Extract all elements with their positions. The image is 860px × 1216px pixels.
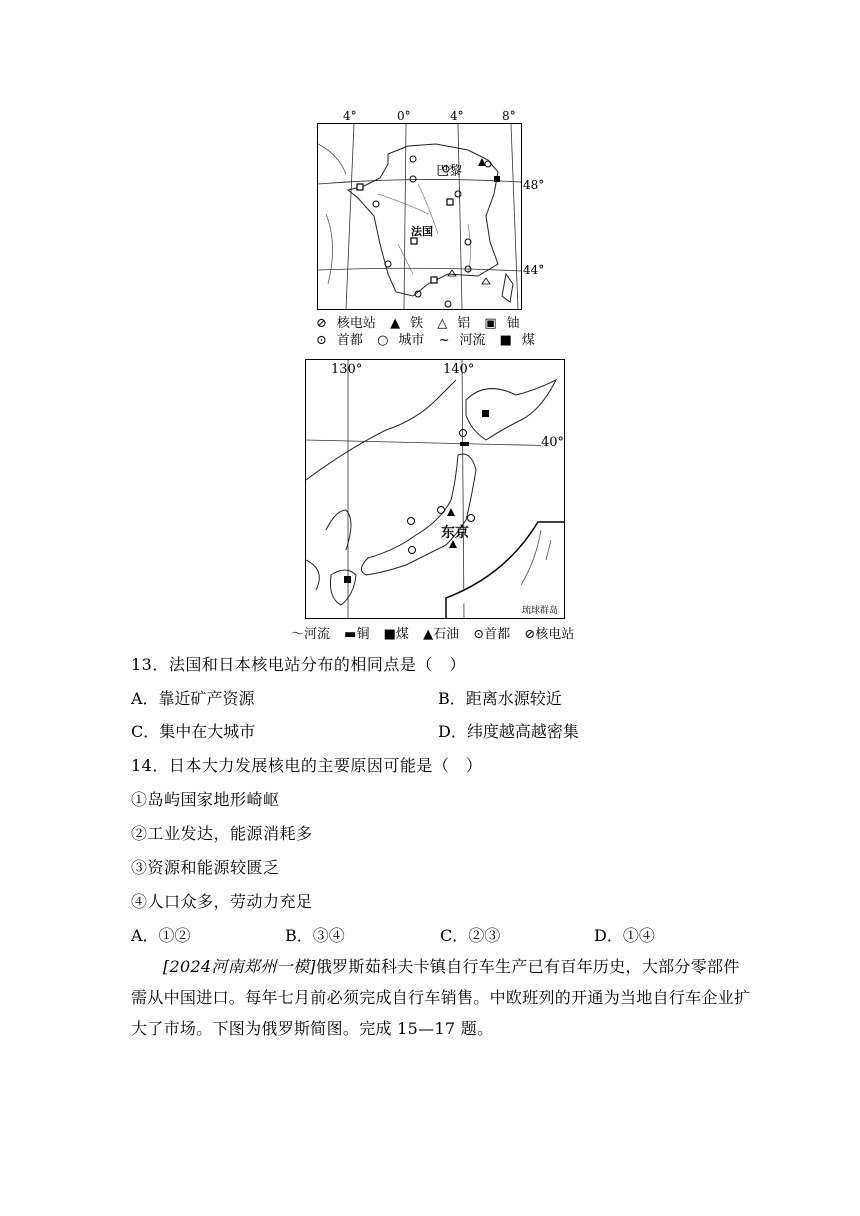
japan-map bbox=[305, 359, 565, 619]
france-map bbox=[317, 123, 522, 310]
q14-statement-1: ①岛屿国家地形崎岖 bbox=[131, 790, 280, 809]
lon-label-140: 140° bbox=[443, 362, 475, 377]
legend-city: 城市 bbox=[398, 333, 425, 348]
oil-icon: ▲ bbox=[423, 627, 434, 642]
coal-icon: ■ bbox=[499, 333, 512, 348]
q14-statement-2: ②工业发达，能源消耗多 bbox=[131, 824, 313, 843]
aluminium-icon: △ bbox=[437, 316, 448, 331]
ryukyu-label: 琉球群岛 bbox=[522, 606, 559, 616]
lat-label-44: 44° bbox=[523, 263, 545, 277]
q13-option-b[interactable]: B．距离水源较近 bbox=[438, 689, 562, 708]
lon-label-4e: 4° bbox=[450, 109, 464, 123]
river-icon: ～ bbox=[291, 627, 305, 642]
capital-icon: ⊙ bbox=[316, 333, 327, 348]
q14-option-c[interactable]: C．②③ bbox=[440, 926, 501, 945]
lon-label-130: 130° bbox=[331, 362, 363, 377]
lon-label-8e: 8° bbox=[502, 109, 516, 123]
q14-option-b[interactable]: B．③④ bbox=[285, 926, 345, 945]
passage-15-17 bbox=[131, 951, 751, 1044]
lon-label-4w: 4° bbox=[343, 109, 357, 123]
legend-river: 河流 bbox=[459, 333, 486, 348]
lon-label-0: 0° bbox=[397, 109, 411, 123]
france-legend-row2 bbox=[316, 329, 545, 348]
legend-nuclear: 核电站 bbox=[336, 316, 376, 331]
legend-copper: 铜 bbox=[356, 627, 370, 642]
nuclear-station-icon: ⊘ bbox=[316, 316, 327, 331]
question-14-stem: 14．日本大力发展核电的主要原因可能是（ ） bbox=[131, 756, 483, 775]
q13-option-c[interactable]: C．集中在大城市 bbox=[131, 722, 256, 741]
q14-statement-4: ④人口众多，劳动力充足 bbox=[131, 892, 313, 911]
nuclear-station-icon: ⊘ bbox=[524, 627, 536, 642]
q14-statement-3: ③资源和能源较匮乏 bbox=[131, 858, 280, 877]
lat-label-40: 40° bbox=[541, 435, 565, 450]
tokyo-label: 东京 bbox=[441, 525, 469, 541]
legend-iron: 铁 bbox=[410, 316, 424, 331]
japan-map-graphic bbox=[306, 360, 564, 618]
capital-icon: ⊙ bbox=[473, 627, 485, 642]
copper-icon: ▬ bbox=[344, 627, 357, 642]
passage-text: 俄罗斯茹科夫卡镇自行车生产已有百年历史，大部分零部件需从中国进口。每年七月前必须完成自行车销售。中欧班列的开通为当地自行车企业扩大了市场。下图为俄罗斯简图。完成 15—17 题。 bbox=[131, 957, 751, 1038]
coal-icon: ■ bbox=[383, 627, 396, 642]
q14-option-d[interactable]: D．①④ bbox=[594, 926, 655, 945]
q13-option-d[interactable]: D．纬度越高越密集 bbox=[438, 722, 579, 741]
legend-capital: 首都 bbox=[336, 333, 363, 348]
lat-label-48: 48° bbox=[523, 178, 545, 192]
q14-option-a[interactable]: A．①② bbox=[131, 926, 191, 945]
legend-river: 河流 bbox=[304, 627, 331, 642]
iron-icon: ▲ bbox=[390, 316, 401, 331]
uranium-icon: ▣ bbox=[484, 316, 497, 331]
france-label: 法国 bbox=[411, 225, 433, 238]
legend-coal: 煤 bbox=[395, 627, 409, 642]
legend-capital: 首都 bbox=[484, 627, 511, 642]
legend-nuclear: 核电站 bbox=[535, 627, 575, 642]
legend-coal: 煤 bbox=[521, 333, 535, 348]
paris-label: 巴黎 bbox=[436, 164, 463, 179]
legend-oil: 石油 bbox=[433, 627, 460, 642]
city-icon: ○ bbox=[377, 333, 389, 348]
japan-legend bbox=[291, 623, 584, 642]
question-13-stem: 13．法国和日本核电站分布的相同点是（ ） bbox=[131, 655, 466, 674]
river-icon: ~ bbox=[438, 333, 450, 348]
passage-source: [2024河南郑州一模] bbox=[163, 957, 316, 976]
legend-aluminium: 铝 bbox=[457, 316, 471, 331]
q13-option-a[interactable]: A．靠近矿产资源 bbox=[131, 689, 255, 708]
france-map-graphic bbox=[318, 124, 521, 309]
legend-uranium: 铀 bbox=[506, 316, 520, 331]
